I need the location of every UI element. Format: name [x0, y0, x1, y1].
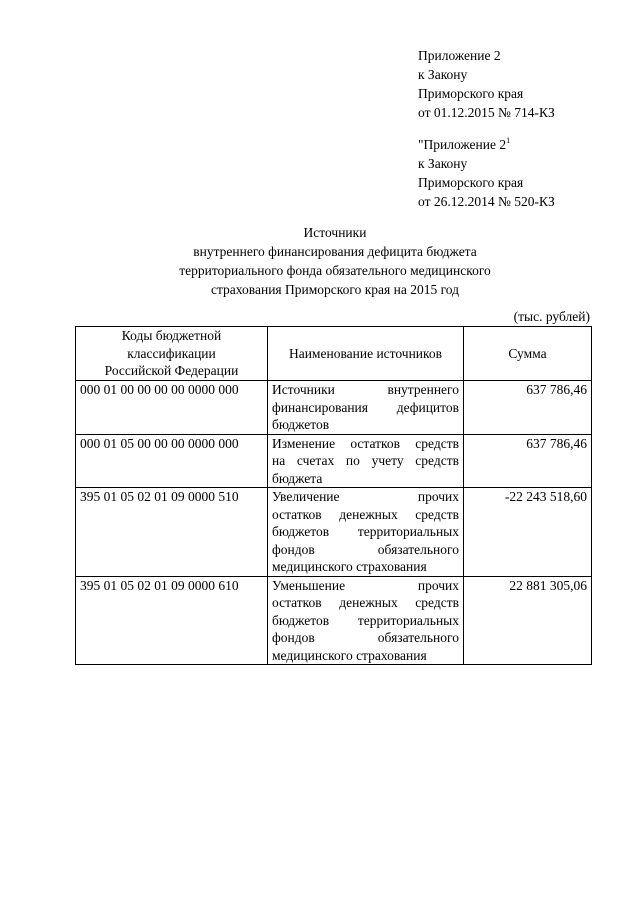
row-name-line: медицинского страхования	[272, 559, 427, 574]
row-name-cell	[268, 381, 464, 435]
row-sum-cell: 22 881 305,06	[464, 576, 592, 665]
row-name-line: бюджетов	[272, 417, 330, 432]
header-sum: Сумма	[464, 327, 592, 381]
row-sum-cell: 637 786,46	[464, 381, 592, 435]
row-name-line: Источники внутреннего	[272, 382, 459, 397]
appendix-amended-line-3: Приморского края	[418, 175, 524, 190]
appendix-current-line-1: Приложение 2	[418, 48, 501, 63]
header-code	[76, 327, 268, 381]
header-code-line-2: классификации	[127, 345, 216, 361]
row-name-line: Изменение остатков средств	[272, 435, 459, 451]
appendix-amended-line-1	[418, 135, 628, 154]
title-line-1: Источники	[303, 225, 367, 240]
row-code-cell: 000 01 05 00 00 00 0000 000	[76, 434, 268, 488]
row-sum-cell: 637 786,46	[464, 434, 592, 488]
appendix-amended-line-4: от 26.12.2014 № 520-КЗ	[418, 194, 555, 209]
row-name-line: фондов обязательного	[272, 630, 459, 645]
row-name-line: медицинского страхования	[272, 647, 427, 663]
table-row	[76, 381, 592, 435]
appendix-current-header	[418, 46, 628, 122]
title-line-4: страхования Приморского края на 2015 год	[211, 282, 459, 297]
appendix-amended-superscript: 1	[506, 136, 511, 145]
table-row	[76, 488, 592, 577]
units-note: (тыс. рублей)	[513, 309, 590, 324]
sources-table	[75, 326, 592, 665]
appendix-amended-header	[418, 135, 628, 211]
appendix-current-line-3: Приморского края	[418, 86, 524, 101]
row-name-line: остатков денежных средств	[272, 506, 459, 522]
row-code-cell: 395 01 05 02 01 09 0000 510	[76, 488, 268, 577]
row-code-cell: 395 01 05 02 01 09 0000 610	[76, 576, 268, 665]
row-name-line: фондов обязательного	[272, 541, 459, 557]
header-name: Наименование источников	[268, 327, 464, 381]
document-title	[100, 223, 570, 299]
appendix-amended-line-2: к Закону	[418, 156, 468, 171]
row-name-cell	[268, 434, 464, 488]
table-header-row	[76, 327, 592, 381]
row-sum-cell: -22 243 518,60	[464, 488, 592, 577]
table-row	[76, 434, 592, 488]
row-name-line: финансирования дефицитов	[272, 399, 459, 415]
row-name-line: бюджетов территориальных	[272, 612, 459, 628]
row-name-line: Увеличение прочих	[272, 489, 459, 504]
title-line-3: территориального фонда обязательного медицинского	[179, 263, 491, 278]
title-line-2: внутреннего финансирования дефицита бюджета	[193, 244, 477, 259]
row-name-line: бюджетов территориальных	[272, 524, 459, 539]
row-name-line: Уменьшение прочих	[272, 577, 459, 593]
row-name-line: остатков денежных средств	[272, 595, 459, 610]
header-code-line-1: Коды бюджетной	[121, 328, 222, 344]
appendix-current-line-2: к Закону	[418, 67, 468, 82]
appendix-amended-title: "Приложение 2	[418, 137, 507, 152]
appendix-current-line-4: от 01.12.2015 № 714-КЗ	[418, 105, 555, 120]
row-name-line: на счетах по учету средств	[272, 453, 459, 468]
row-name-cell	[268, 576, 464, 665]
table-row	[76, 576, 592, 665]
header-code-line-3: Российской Федерации	[104, 363, 239, 379]
row-code-cell: 000 01 00 00 00 00 0000 000	[76, 381, 268, 435]
row-name-line: бюджета	[272, 470, 323, 486]
row-name-cell	[268, 488, 464, 577]
